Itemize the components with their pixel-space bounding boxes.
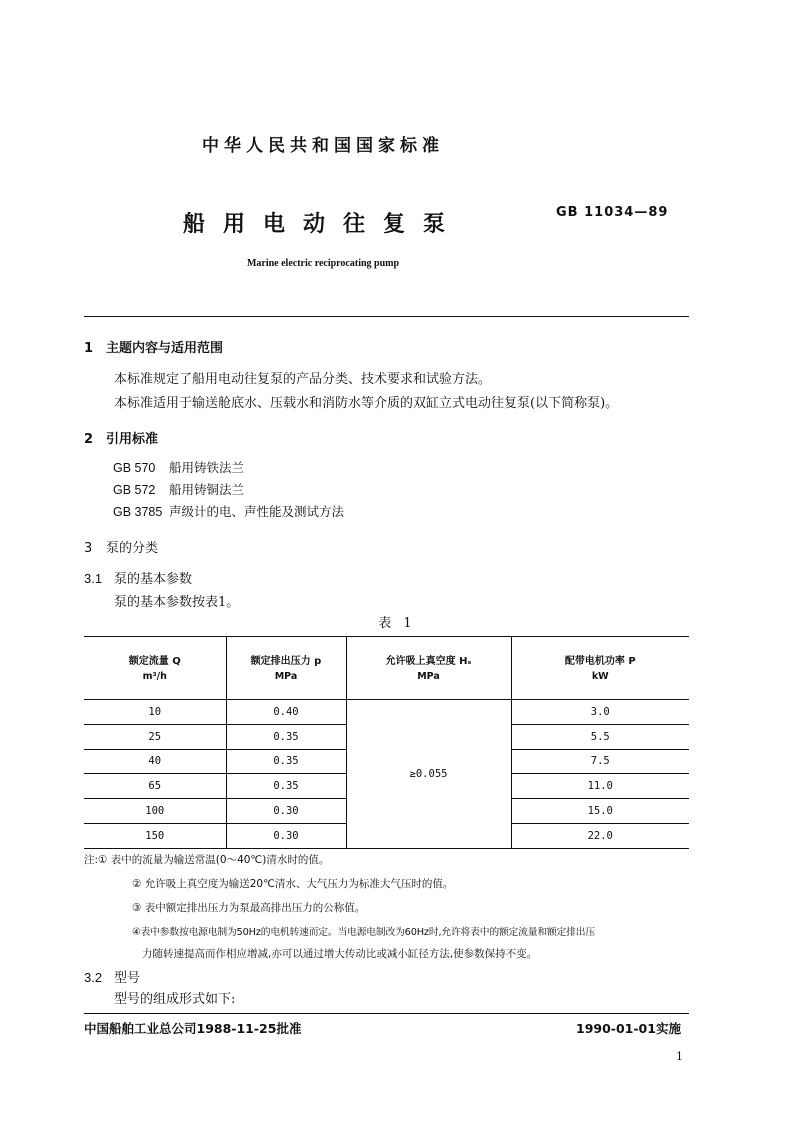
- cell-power: 11.0: [511, 774, 689, 799]
- table-note-2: ② 允许吸上真空度为输送20℃清水、大气压力为标准大气压时的值。: [132, 878, 454, 890]
- header-divider: [84, 316, 689, 317]
- header-pressure: 额定排出压力 p: [226, 637, 346, 668]
- cell-flow: 25: [84, 724, 226, 749]
- reference-name: 船用铸铜法兰: [169, 482, 245, 497]
- cell-flow: 40: [84, 749, 226, 774]
- reference-item: [113, 502, 344, 520]
- cell-power: 5.5: [511, 724, 689, 749]
- table-note-4-line-2: 力随转速提高而作相应增减,亦可以通过增大传动比或减小缸径方法,使参数保持不变。: [142, 948, 538, 960]
- unit-power: kW: [511, 667, 689, 700]
- table-row: [84, 700, 689, 725]
- cell-flow: 10: [84, 700, 226, 725]
- footer-divider: [84, 1013, 689, 1014]
- cell-power: 15.0: [511, 799, 689, 824]
- reference-code: GB 570: [113, 461, 156, 475]
- section-1-paragraph-1: 本标准规定了船用电动往复泵的产品分类、技术要求和试验方法。: [114, 372, 492, 387]
- subsection-3-1-heading: [84, 568, 192, 587]
- cell-flow: 150: [145, 829, 165, 842]
- cell-pressure: 0.30: [226, 799, 346, 824]
- header-power: 配带电机功率 P: [511, 637, 689, 668]
- reference-name: 船用铸铁法兰: [169, 460, 245, 475]
- header-vacuum: 允许吸上真空度 Hₛ: [346, 637, 511, 668]
- cell-pressure: 0.35: [226, 774, 346, 799]
- section-3-heading: [84, 537, 158, 556]
- cell-vacuum-merged: ≥0.055: [346, 700, 511, 849]
- standard-title-cn: 船用电动往复泵: [182, 212, 463, 237]
- section-number: 3: [84, 541, 93, 556]
- note-text: ① 表中的流量为输送常温(0～40℃)清水时的值。: [98, 854, 330, 866]
- subsection-title: 型号: [114, 971, 141, 986]
- table-note-1: [84, 852, 329, 867]
- header-flow: 额定流量 Q: [128, 656, 181, 667]
- reference-item: [113, 480, 244, 498]
- cell-power: 7.5: [511, 749, 689, 774]
- table-unit-row: [84, 667, 689, 700]
- section-number: 2: [84, 432, 94, 447]
- parameters-table: [84, 636, 689, 849]
- cell-flow: 65: [84, 774, 226, 799]
- standard-code: GB 11034—89: [556, 205, 669, 220]
- section-title: 引用标准: [106, 432, 159, 447]
- subsection-3-2-heading: [84, 967, 140, 986]
- page-number: 1: [676, 1050, 683, 1063]
- implementation-date: 1990-01-01实施: [576, 1021, 681, 1036]
- cell-flow: 100: [84, 799, 226, 824]
- section-number: 1: [84, 341, 94, 356]
- cell-power: 22.0: [587, 829, 613, 842]
- cell-pressure: 0.35: [226, 724, 346, 749]
- reference-name: 声级计的电、声性能及测试方法: [169, 504, 345, 519]
- subsection-number: 3.2: [84, 970, 103, 985]
- subsection-number: 3.1: [84, 571, 103, 586]
- subsection-3-2-text: 型号的组成形式如下:: [114, 992, 236, 1007]
- cell-pressure: 0.35: [226, 749, 346, 774]
- reference-code: GB 572: [113, 483, 156, 497]
- section-1-paragraph-2: 本标准适用于输送舱底水、压载水和消防水等介质的双缸立式电动往复泵(以下简称泵)。: [114, 396, 619, 411]
- unit-pressure: MPa: [226, 667, 346, 700]
- cell-pressure: 0.40: [226, 700, 346, 725]
- subsection-title: 泵的基本参数: [114, 572, 193, 587]
- cell-pressure: 0.30: [226, 823, 346, 848]
- subsection-3-1-text: 泵的基本参数按表1。: [114, 595, 240, 610]
- table-header-row: [84, 637, 689, 668]
- approval-line: 中国船舶工业总公司1988-11-25批准: [84, 1021, 302, 1036]
- national-standard-heading: 中华人民共和国国家标准: [202, 136, 444, 156]
- table-note-4-line-1: ④表中参数按电源电制为50Hz的电机转速而定。当电源电制改为60Hz时,允许将表中的额定流量和额定排出压: [132, 927, 595, 938]
- unit-flow: m³/h: [84, 667, 226, 700]
- section-1-heading: [84, 337, 223, 356]
- standard-title-en: Marine electric reciprocating pump: [246, 258, 400, 269]
- section-title: 泵的分类: [106, 541, 159, 556]
- cell-power: 3.0: [511, 700, 689, 725]
- note-prefix: 注:: [84, 854, 99, 866]
- section-title: 主题内容与适用范围: [106, 341, 224, 356]
- table-note-3: ③ 表中额定排出压力为泵最高排出压力的公称值。: [132, 902, 366, 914]
- reference-code: GB 3785: [113, 505, 163, 519]
- unit-vacuum: MPa: [346, 667, 511, 700]
- table-caption: 表 1: [378, 616, 416, 631]
- section-2-heading: [84, 428, 158, 447]
- reference-item: [113, 458, 244, 476]
